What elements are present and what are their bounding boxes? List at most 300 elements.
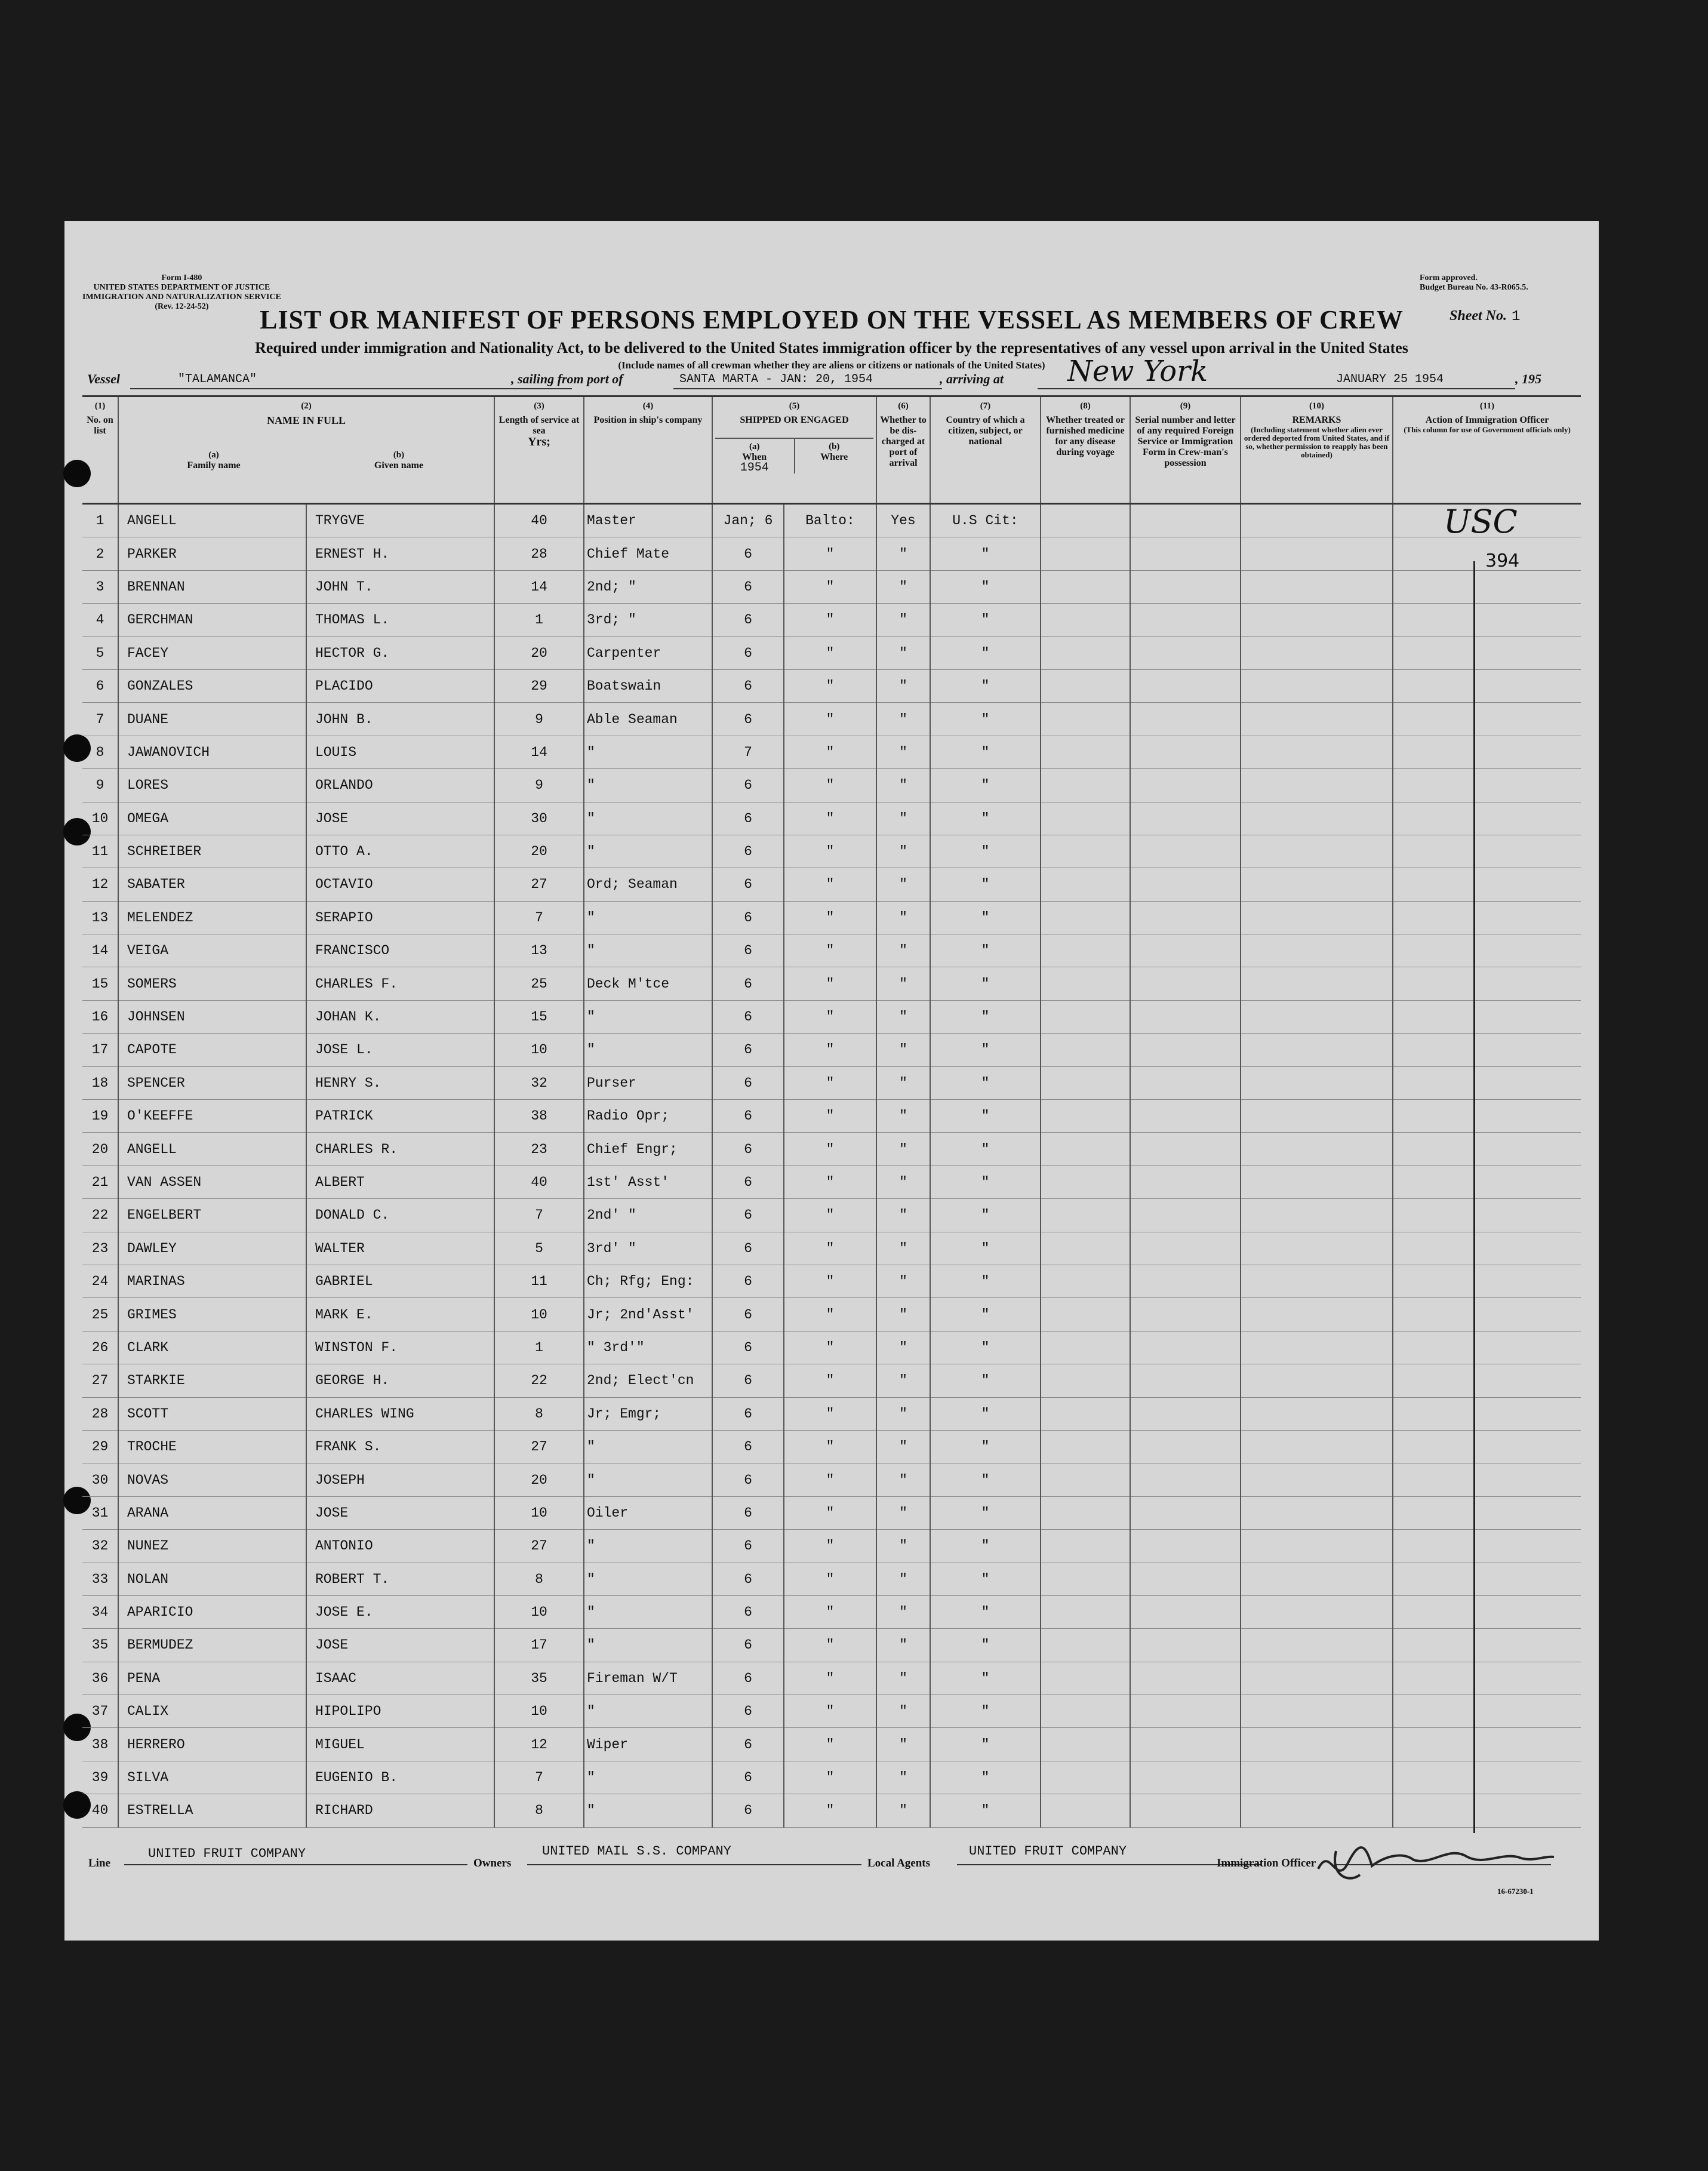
serial-number-cell [1130, 604, 1241, 636]
service-years-cell: 27 [494, 868, 584, 901]
given-name-cell: DONALD C. [306, 1199, 494, 1232]
agents-underline [957, 1864, 1261, 1865]
col-position-header: (4) Position in ship's company [584, 396, 712, 504]
given-name-cell: MARK E. [306, 1298, 494, 1331]
medicine-cell [1041, 934, 1130, 967]
crew-table [82, 395, 1581, 1828]
officer-action-cell [1393, 868, 1581, 901]
position-cell: " [584, 901, 712, 934]
when-shipped-cell: 6 [712, 1100, 784, 1133]
family-name-cell: SOMERS [118, 967, 306, 1000]
serial-number-cell [1130, 1463, 1241, 1496]
officer-action-cell [1393, 1364, 1581, 1397]
family-name-cell: GERCHMAN [118, 604, 306, 636]
discharged-cell: " [876, 1034, 930, 1066]
row-number-cell: 39 [82, 1761, 118, 1794]
position-cell: " [584, 1530, 712, 1563]
when-shipped-cell: 6 [712, 1430, 784, 1463]
given-name-cell: ALBERT [306, 1166, 494, 1198]
row-number-cell: 32 [82, 1530, 118, 1563]
family-name-cell: VEIGA [118, 934, 306, 967]
when-shipped-cell: 6 [712, 1530, 784, 1563]
country-cell: " [930, 636, 1041, 669]
discharged-cell: " [876, 769, 930, 802]
remarks-cell [1241, 868, 1393, 901]
where-shipped-cell: " [784, 1034, 876, 1066]
country-cell: " [930, 1430, 1041, 1463]
officer-action-cell [1393, 1629, 1581, 1662]
medicine-cell [1041, 1232, 1130, 1265]
sheet-value: 1 [1512, 309, 1521, 325]
when-shipped-cell: 6 [712, 802, 784, 835]
where-shipped-cell: " [784, 1761, 876, 1794]
service-years-cell: 35 [494, 1662, 584, 1695]
remarks-cell [1241, 1595, 1393, 1628]
header-row [82, 396, 1581, 504]
when-shipped-cell: 6 [712, 1563, 784, 1595]
table-row [82, 1133, 1581, 1166]
where-shipped-cell: " [784, 769, 876, 802]
officer-action-cell [1393, 1199, 1581, 1232]
when-shipped-cell: 6 [712, 669, 784, 702]
col-given-header: (b) Given name [374, 450, 424, 471]
when-shipped-cell: 6 [712, 1595, 784, 1628]
col-where-header: (b) Where [794, 439, 874, 473]
given-name-cell: RICHARD [306, 1794, 494, 1827]
given-name-cell: OTTO A. [306, 835, 494, 868]
when-shipped-cell: Jan; 6 [712, 504, 784, 537]
service-years-cell: 20 [494, 835, 584, 868]
row-number-cell: 10 [82, 802, 118, 835]
officer-action-cell [1393, 934, 1581, 967]
serial-number-cell [1130, 1595, 1241, 1628]
where-shipped-cell: " [784, 636, 876, 669]
country-cell: " [930, 1629, 1041, 1662]
row-number-cell: 11 [82, 835, 118, 868]
row-number-cell: 21 [82, 1166, 118, 1198]
remarks-cell [1241, 1761, 1393, 1794]
country-cell: " [930, 1133, 1041, 1166]
where-shipped-cell: " [784, 570, 876, 603]
medicine-cell [1041, 1728, 1130, 1761]
position-cell: " 3rd'" [584, 1331, 712, 1364]
vessel-label: Vessel [87, 371, 120, 386]
department: UNITED STATES DEPARTMENT OF JUSTICE [93, 283, 270, 292]
officer-action-cell [1393, 1761, 1581, 1794]
table-row [82, 1430, 1581, 1463]
where-shipped-cell: " [784, 1166, 876, 1198]
given-name-cell: THOMAS L. [306, 604, 494, 636]
country-cell: " [930, 669, 1041, 702]
medicine-cell [1041, 901, 1130, 934]
row-number-cell: 33 [82, 1563, 118, 1595]
given-name-cell: JOSE L. [306, 1034, 494, 1066]
when-shipped-cell: 6 [712, 1000, 784, 1033]
service-years-cell: 29 [494, 669, 584, 702]
family-name-cell: GRIMES [118, 1298, 306, 1331]
family-name-cell: VAN ASSEN [118, 1166, 306, 1198]
table-row [82, 504, 1581, 537]
where-shipped-cell: " [784, 1364, 876, 1397]
discharged-cell: " [876, 1761, 930, 1794]
given-name-cell: OCTAVIO [306, 868, 494, 901]
remarks-cell [1241, 1496, 1393, 1529]
when-shipped-cell: 6 [712, 1364, 784, 1397]
officer-action-cell [1393, 1066, 1581, 1099]
remarks-cell [1241, 1794, 1393, 1827]
table-row [82, 1695, 1581, 1728]
position-cell: 2nd' " [584, 1199, 712, 1232]
family-name-cell: APARICIO [118, 1595, 306, 1628]
row-number-cell: 8 [82, 736, 118, 768]
service-years-cell: 32 [494, 1066, 584, 1099]
table-row [82, 537, 1581, 570]
col-name-header: (2) NAME IN FULL (a) Family name (b) Given name [118, 396, 494, 504]
where-shipped-cell: " [784, 1794, 876, 1827]
serial-number-cell [1130, 1430, 1241, 1463]
medicine-cell [1041, 1199, 1130, 1232]
position-cell: Purser [584, 1066, 712, 1099]
service-years-cell: 20 [494, 636, 584, 669]
when-shipped-cell: 6 [712, 1761, 784, 1794]
service-years-cell: 14 [494, 570, 584, 603]
service-years-cell: 7 [494, 1199, 584, 1232]
officer-action-cell [1393, 736, 1581, 768]
medicine-cell [1041, 802, 1130, 835]
family-name-cell: SCOTT [118, 1397, 306, 1430]
table-row [82, 1397, 1581, 1430]
where-shipped-cell: " [784, 1232, 876, 1265]
remarks-cell [1241, 1232, 1393, 1265]
remarks-cell [1241, 1133, 1393, 1166]
given-name-cell: SERAPIO [306, 901, 494, 934]
discharged-cell: Yes [876, 504, 930, 537]
serial-number-cell [1130, 1000, 1241, 1033]
row-number-cell: 12 [82, 868, 118, 901]
table-row [82, 967, 1581, 1000]
service-years-cell: 1 [494, 1331, 584, 1364]
when-shipped-cell: 6 [712, 1794, 784, 1827]
country-cell: " [930, 1530, 1041, 1563]
position-cell: Jr; 2nd'Asst' [584, 1298, 712, 1331]
where-shipped-cell: " [784, 537, 876, 570]
when-shipped-cell: 6 [712, 835, 784, 868]
serial-number-cell [1130, 769, 1241, 802]
officer-action-cell [1393, 1133, 1581, 1166]
given-name-cell: LOUIS [306, 736, 494, 768]
position-cell: Deck M'tce [584, 967, 712, 1000]
table-row [82, 1265, 1581, 1297]
remarks-cell [1241, 736, 1393, 768]
remarks-cell [1241, 1000, 1393, 1033]
service-years-cell: 30 [494, 802, 584, 835]
discharged-cell: " [876, 636, 930, 669]
family-name-cell: SILVA [118, 1761, 306, 1794]
row-number-cell: 23 [82, 1232, 118, 1265]
country-cell: " [930, 1199, 1041, 1232]
officer-action-cell [1393, 703, 1581, 736]
printer-code: 16-67230-1 [1497, 1887, 1534, 1896]
position-cell: " [584, 769, 712, 802]
officer-action-cell [1393, 1166, 1581, 1198]
medicine-cell [1041, 1629, 1130, 1662]
col-no-header: (1) No. on list [87, 401, 113, 436]
row-number-cell: 28 [82, 1397, 118, 1430]
service-years-cell: 8 [494, 1563, 584, 1595]
family-name-cell: SABATER [118, 868, 306, 901]
where-shipped-cell: Balto: [784, 504, 876, 537]
sheet-label: Sheet No. [1450, 308, 1507, 324]
page-title: LIST OR MANIFEST OF PERSONS EMPLOYED ON THE VESSEL AS MEMBERS OF CREW [260, 305, 1404, 334]
medicine-cell [1041, 1034, 1130, 1066]
officer-action-cell [1393, 967, 1581, 1000]
family-name-cell: FACEY [118, 636, 306, 669]
service-years-cell: 10 [494, 1298, 584, 1331]
where-shipped-cell: " [784, 1000, 876, 1033]
country-cell: " [930, 1066, 1041, 1099]
table-row [82, 1794, 1581, 1827]
table-row [82, 1463, 1581, 1496]
officer-action-cell [1393, 1100, 1581, 1133]
col-action-header: (11) Action of Immigration Officer (This column for use of Government officials only) [1393, 396, 1581, 504]
row-number-cell: 2 [82, 537, 118, 570]
discharged-cell: " [876, 1232, 930, 1265]
position-cell: Master [584, 504, 712, 537]
col-medicine-header: (8) Whether treated or furnished medicine for any disease during voyage [1041, 396, 1130, 504]
medicine-cell [1041, 1298, 1130, 1331]
position-cell: " [584, 1430, 712, 1463]
officer-action-cell [1393, 1298, 1581, 1331]
table-row [82, 1595, 1581, 1628]
position-cell: " [584, 1463, 712, 1496]
position-cell: " [584, 835, 712, 868]
family-name-cell: CAPOTE [118, 1034, 306, 1066]
position-cell: " [584, 802, 712, 835]
officer-action-cell [1393, 1463, 1581, 1496]
page-subtitle: Required under immigration and Nationality Act, to be delivered to the United States immigration officer by the representatives of any vessel upon arrival in the United States [255, 339, 1408, 356]
position-cell: " [584, 1563, 712, 1595]
row-number-cell: 16 [82, 1000, 118, 1033]
serial-number-cell [1130, 537, 1241, 570]
when-shipped-cell: 6 [712, 901, 784, 934]
country-cell: " [930, 802, 1041, 835]
given-name-cell: EUGENIO B. [306, 1761, 494, 1794]
table-row [82, 769, 1581, 802]
table-row [82, 703, 1581, 736]
family-name-cell: PARKER [118, 537, 306, 570]
given-name-cell: CHARLES F. [306, 967, 494, 1000]
table-row [82, 1166, 1581, 1198]
row-number-cell: 20 [82, 1133, 118, 1166]
position-cell: " [584, 1034, 712, 1066]
family-name-cell: BERMUDEZ [118, 1629, 306, 1662]
position-cell: Jr; Emgr; [584, 1397, 712, 1430]
row-number-cell: 40 [82, 1794, 118, 1827]
when-shipped-cell: 6 [712, 604, 784, 636]
row-number-cell: 14 [82, 934, 118, 967]
officer-action-cell [1393, 669, 1581, 702]
serial-number-cell [1130, 1232, 1241, 1265]
when-shipped-cell: 6 [712, 934, 784, 967]
country-cell: " [930, 1000, 1041, 1033]
remarks-cell [1241, 835, 1393, 868]
where-shipped-cell: " [784, 1100, 876, 1133]
position-cell: 3rd' " [584, 1232, 712, 1265]
service-years-cell: 5 [494, 1232, 584, 1265]
family-name-cell: STARKIE [118, 1364, 306, 1397]
officer-action-cell [1393, 1000, 1581, 1033]
discharged-cell: " [876, 1695, 930, 1728]
remarks-cell [1241, 570, 1393, 603]
officer-action-cell [1393, 1034, 1581, 1066]
owners-value: UNITED MAIL S.S. COMPANY [542, 1844, 731, 1859]
table-row [82, 669, 1581, 702]
budget-number: Budget Bureau No. 43-R065.5. [1420, 283, 1528, 292]
given-name-cell: WINSTON F. [306, 1331, 494, 1364]
service-years-cell: 9 [494, 703, 584, 736]
family-name-cell: ENGELBERT [118, 1199, 306, 1232]
when-shipped-cell: 6 [712, 1133, 784, 1166]
where-shipped-cell: " [784, 1430, 876, 1463]
given-name-cell: JOHN B. [306, 703, 494, 736]
serial-number-cell [1130, 1364, 1241, 1397]
discharged-cell: " [876, 1298, 930, 1331]
where-shipped-cell: " [784, 1463, 876, 1496]
family-name-cell: SCHREIBER [118, 835, 306, 868]
where-shipped-cell: " [784, 1595, 876, 1628]
officer-action-cell [1393, 1662, 1581, 1695]
family-name-cell: HERRERO [118, 1728, 306, 1761]
row-number-cell: 1 [82, 504, 118, 537]
arriving-port: New York [1067, 355, 1208, 388]
service-years-cell: 1 [494, 604, 584, 636]
table-row [82, 934, 1581, 967]
serial-number-cell [1130, 1066, 1241, 1099]
family-name-cell: JAWANOVICH [118, 736, 306, 768]
country-cell: " [930, 1595, 1041, 1628]
family-name-cell: DUANE [118, 703, 306, 736]
where-shipped-cell: " [784, 1066, 876, 1099]
row-number-cell: 24 [82, 1265, 118, 1297]
service-years-cell: 8 [494, 1397, 584, 1430]
service-years-cell: 40 [494, 1166, 584, 1198]
table-row [82, 1232, 1581, 1265]
approved-text: Form approved. [1420, 273, 1478, 282]
officer-action-cell [1393, 1232, 1581, 1265]
serial-number-cell [1130, 967, 1241, 1000]
row-number-cell: 6 [82, 669, 118, 702]
when-shipped-cell: 6 [712, 1265, 784, 1297]
position-cell: Chief Engr; [584, 1133, 712, 1166]
col-country-header: (7) Country of which a citizen, subject, or national [930, 396, 1041, 504]
row-number-cell: 18 [82, 1066, 118, 1099]
given-name-cell: PLACIDO [306, 669, 494, 702]
given-name-cell: CHARLES R. [306, 1133, 494, 1166]
given-name-cell: ERNEST H. [306, 537, 494, 570]
officer-count-mark: 394 [1485, 551, 1520, 571]
serial-number-cell [1130, 703, 1241, 736]
table-row [82, 802, 1581, 835]
where-shipped-cell: " [784, 1530, 876, 1563]
serial-number-cell [1130, 934, 1241, 967]
where-shipped-cell: " [784, 1629, 876, 1662]
arrival-date: JANUARY 25 1954 [1336, 373, 1444, 386]
officer-action-cell [1393, 901, 1581, 934]
discharged-cell: " [876, 967, 930, 1000]
country-cell: " [930, 1563, 1041, 1595]
when-shipped-cell: 6 [712, 1066, 784, 1099]
row-number-cell: 35 [82, 1629, 118, 1662]
given-name-cell: ROBERT T. [306, 1563, 494, 1595]
family-name-cell: ESTRELLA [118, 1794, 306, 1827]
discharged-cell: " [876, 1530, 930, 1563]
family-name-cell: TROCHE [118, 1430, 306, 1463]
family-name-cell: OMEGA [118, 802, 306, 835]
remarks-cell [1241, 934, 1393, 967]
officer-action-cell [1393, 802, 1581, 835]
discharged-cell: " [876, 1430, 930, 1463]
when-shipped-cell: 6 [712, 1397, 784, 1430]
family-name-cell: CALIX [118, 1695, 306, 1728]
discharged-cell: " [876, 703, 930, 736]
given-name-cell: TRYGVE [306, 504, 494, 537]
where-shipped-cell: " [784, 703, 876, 736]
remarks-cell [1241, 1364, 1393, 1397]
country-cell: " [930, 835, 1041, 868]
family-name-cell: SPENCER [118, 1066, 306, 1099]
country-cell: " [930, 1232, 1041, 1265]
when-shipped-cell: 6 [712, 636, 784, 669]
medicine-cell [1041, 504, 1130, 537]
line-label: Line [88, 1857, 110, 1869]
medicine-cell [1041, 669, 1130, 702]
medicine-cell [1041, 1331, 1130, 1364]
when-shipped-cell: 6 [712, 1298, 784, 1331]
medicine-cell [1041, 1265, 1130, 1297]
service-years-cell: 25 [494, 967, 584, 1000]
position-cell: " [584, 1761, 712, 1794]
remarks-cell [1241, 1298, 1393, 1331]
medicine-cell [1041, 736, 1130, 768]
country-cell: " [930, 1397, 1041, 1430]
table-row [82, 1298, 1581, 1331]
officer-vertical-stroke [1473, 561, 1475, 1833]
medicine-cell [1041, 1000, 1130, 1033]
officer-action-cell [1393, 835, 1581, 868]
service-years-cell: 40 [494, 504, 584, 537]
table-row [82, 1662, 1581, 1695]
agents-label: Local Agents [867, 1857, 931, 1869]
remarks-cell [1241, 1265, 1393, 1297]
where-shipped-cell: " [784, 736, 876, 768]
discharged-cell: " [876, 802, 930, 835]
remarks-cell [1241, 1331, 1393, 1364]
service-years-cell: 20 [494, 1463, 584, 1496]
position-cell: " [584, 736, 712, 768]
position-cell: Ch; Rfg; Eng: [584, 1265, 712, 1297]
when-shipped-cell: 6 [712, 1166, 784, 1198]
service-years-cell: 7 [494, 1761, 584, 1794]
family-name-cell: NOLAN [118, 1563, 306, 1595]
where-shipped-cell: " [784, 1397, 876, 1430]
country-cell: " [930, 703, 1041, 736]
manifest-sheet [64, 221, 1599, 1941]
when-shipped-cell: 6 [712, 1463, 784, 1496]
row-number-cell: 37 [82, 1695, 118, 1728]
discharged-cell: " [876, 1728, 930, 1761]
serial-number-cell [1130, 1397, 1241, 1430]
table-row [82, 1364, 1581, 1397]
